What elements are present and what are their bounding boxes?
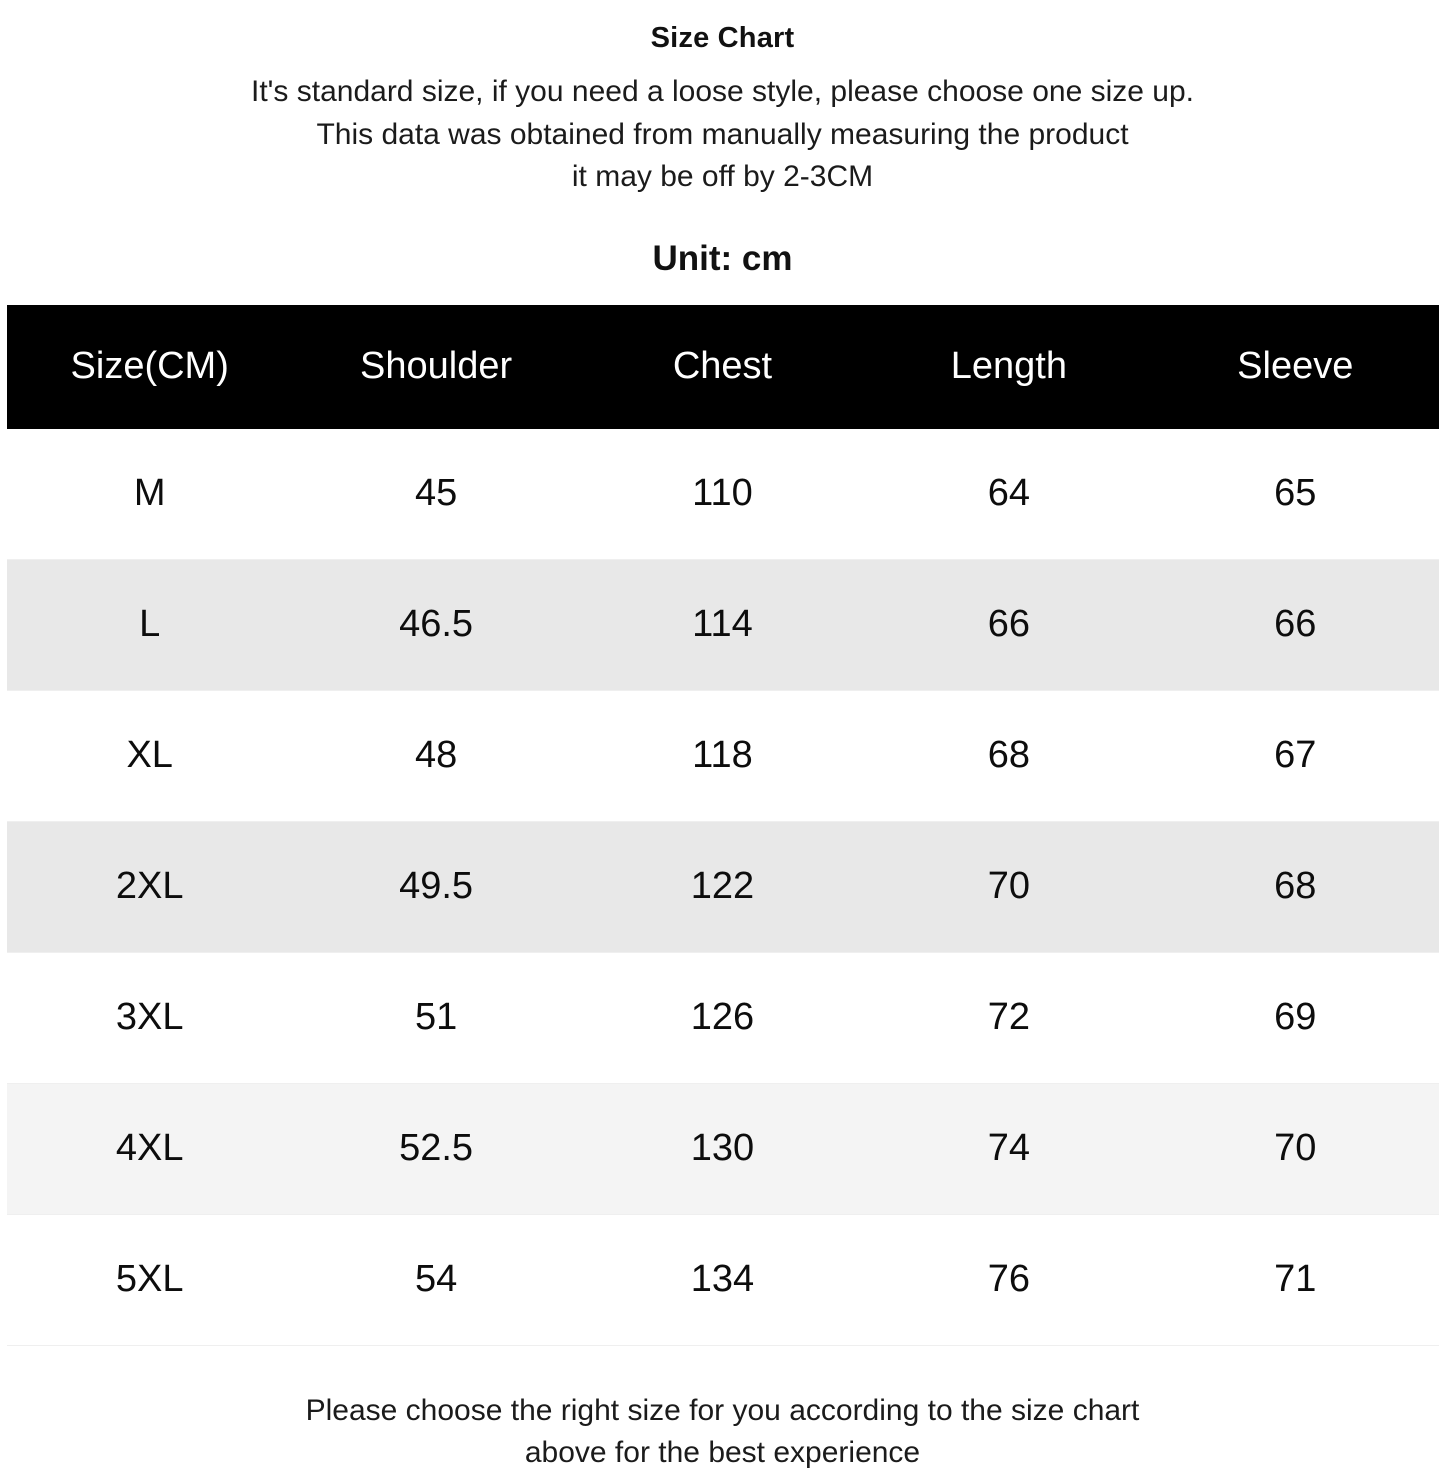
cell-size: 2XL xyxy=(7,821,293,952)
cell-size: M xyxy=(7,429,293,560)
footer-line-2: above for the best experience xyxy=(524,1435,921,1469)
cell-sleeve: 66 xyxy=(1152,559,1438,690)
table-row xyxy=(7,690,1439,821)
cell-sleeve: 67 xyxy=(1152,690,1438,821)
cell-shoulder: 48 xyxy=(293,690,579,821)
page-title: Size Chart xyxy=(650,22,795,54)
table-row xyxy=(7,1083,1439,1214)
table-row xyxy=(7,1214,1439,1345)
cell-chest: 134 xyxy=(579,1214,865,1345)
cell-sleeve: 70 xyxy=(1152,1083,1438,1214)
cell-chest: 110 xyxy=(579,429,865,560)
column-header-size: Size(CM) xyxy=(7,305,293,429)
intro-line-3: it may be off by 2-3CM xyxy=(571,160,874,194)
table-row xyxy=(7,821,1439,952)
footer-text xyxy=(306,1390,1140,1474)
cell-chest: 114 xyxy=(579,559,865,690)
column-header-length: Length xyxy=(866,305,1152,429)
intro-text xyxy=(251,71,1194,199)
cell-length: 76 xyxy=(866,1214,1152,1345)
footer-line-1: Please choose the right size for you according to the size chart xyxy=(305,1393,1140,1427)
cell-length: 66 xyxy=(866,559,1152,690)
cell-chest: 118 xyxy=(579,690,865,821)
cell-length: 72 xyxy=(866,952,1152,1083)
cell-chest: 130 xyxy=(579,1083,865,1214)
table-row xyxy=(7,952,1439,1083)
cell-size: 4XL xyxy=(7,1083,293,1214)
cell-sleeve: 68 xyxy=(1152,821,1438,952)
cell-length: 64 xyxy=(866,429,1152,560)
cell-size: XL xyxy=(7,690,293,821)
cell-length: 70 xyxy=(866,821,1152,952)
cell-shoulder: 46.5 xyxy=(293,559,579,690)
cell-shoulder: 45 xyxy=(293,429,579,560)
intro-line-2: This data was obtained from manually measuring the product xyxy=(316,117,1129,151)
cell-size: 3XL xyxy=(7,952,293,1083)
cell-shoulder: 51 xyxy=(293,952,579,1083)
cell-shoulder: 49.5 xyxy=(293,821,579,952)
intro-line-1: It's standard size, if you need a loose style, please choose one size up. xyxy=(251,75,1194,108)
cell-chest: 126 xyxy=(579,952,865,1083)
cell-size: 5XL xyxy=(7,1214,293,1345)
cell-chest: 122 xyxy=(579,821,865,952)
table-row xyxy=(7,429,1439,560)
unit-label: Unit: cm xyxy=(652,238,793,278)
table-header-row xyxy=(7,305,1439,429)
size-table xyxy=(7,305,1439,1346)
column-header-shoulder: Shoulder xyxy=(293,305,579,429)
table-header xyxy=(7,305,1439,429)
cell-shoulder: 52.5 xyxy=(293,1083,579,1214)
table-row xyxy=(7,559,1439,690)
cell-shoulder: 54 xyxy=(293,1214,579,1345)
column-header-chest: Chest xyxy=(579,305,865,429)
cell-sleeve: 71 xyxy=(1152,1214,1438,1345)
table-body xyxy=(7,429,1439,1346)
column-header-sleeve: Sleeve xyxy=(1152,305,1438,429)
cell-sleeve: 65 xyxy=(1152,429,1438,560)
cell-size: L xyxy=(7,559,293,690)
cell-length: 68 xyxy=(866,690,1152,821)
cell-sleeve: 69 xyxy=(1152,952,1438,1083)
cell-length: 74 xyxy=(866,1083,1152,1214)
